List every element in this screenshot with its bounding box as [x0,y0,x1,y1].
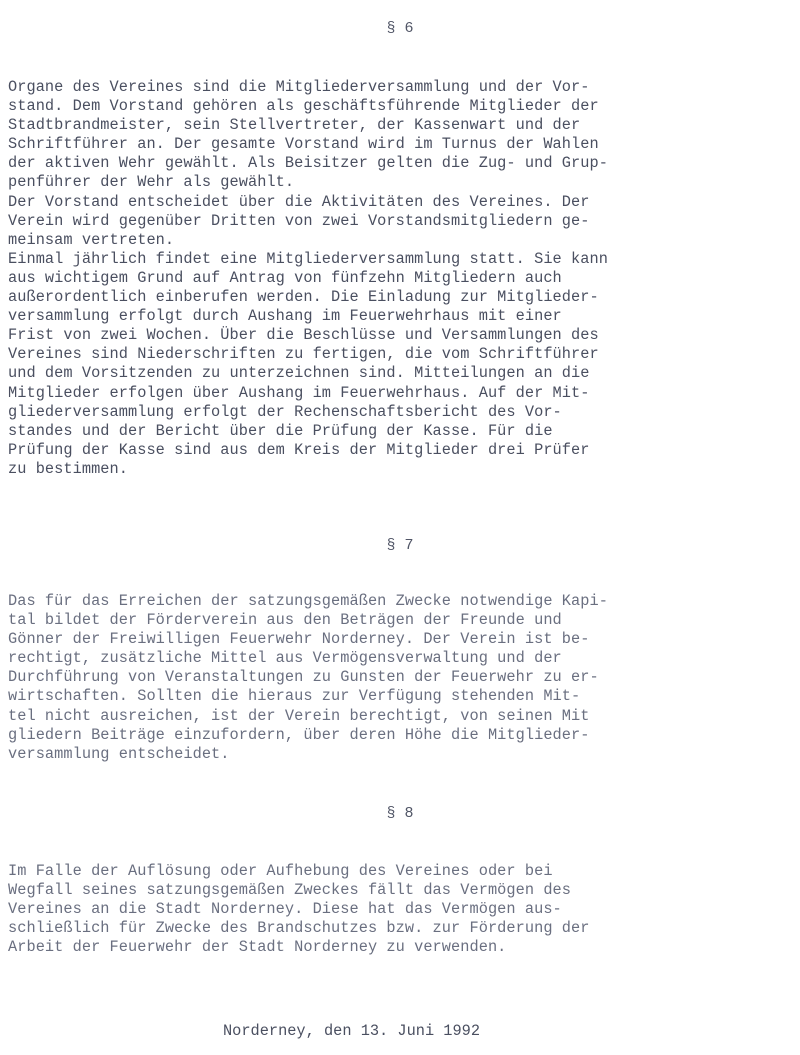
text-line: Durchführung von Veranstaltungen zu Gunsten der Feuerwehr zu er- [8,668,599,687]
text-line: Vereines sind Niederschriften zu fertigen, die vom Schriftführer [8,345,599,364]
text-line: schließlich für Zwecke des Brandschutzes bzw. zur Förderung der [8,919,590,938]
text-line: Wegfall seines satzungsgemäßen Zweckes fällt das Vermögen des [8,881,572,900]
text-line: und dem Vorsitzenden zu unterzeichnen sind. Mitteilungen an die [8,364,590,383]
text-line: tal bildet der Förderverein aus den Beträgen der Freunde und [8,611,562,630]
text-line: rechtigt, zusätzliche Mittel aus Vermögensverwaltung und der [8,649,562,668]
text-line: wirtschaften. Sollten die hieraus zur Verfügung stehenden Mit- [8,687,581,706]
text-line: Schriftführer an. Der gesamte Vorstand wird im Turnus der Wahlen [8,135,599,154]
text-line: aus wichtigem Grund auf Antrag von fünfzehn Mitgliedern auch [8,268,562,287]
text-line: außerordentlich einberufen werden. Die Einladung zur Mitglieder- [8,288,599,307]
section-8-heading: § 8 [386,805,414,822]
text-line: Organe des Vereines sind die Mitgliederversammlung und der Vor- [8,78,590,96]
section-6-body [8,78,798,479]
text-line: Einmal jährlich findet eine Mitgliederversammlung statt. Sie kann [8,249,608,268]
text-line: versammlung erfolgt durch Aushang im Feuerwehrhaus mit einer [8,307,562,326]
text-line: Der Vorstand entscheidet über die Aktivitäten des Vereines. Der [8,192,590,211]
text-line: stand. Dem Vorstand gehören als geschäftsführende Mitglieder der [8,97,599,116]
text-line: zu bestimmen. [8,459,128,478]
text-line: der aktiven Wehr gewählt. Als Beisitzer gelten die Zug- und Grup- [8,154,608,173]
text-line: standes und der Bericht über die Prüfung der Kasse. Für die [8,421,553,440]
text-line: Arbeit der Feuerwehr der Stadt Norderney zu verwenden. [8,938,507,957]
text-line: gliedern Beiträge einzufordern, über deren Höhe die Mitglieder- [8,725,590,744]
text-line: Verein wird gegenüber Dritten von zwei Vorstandsmitgliedern ge- [8,211,590,230]
text-line: meinsam vertreten. [8,230,175,249]
section-8-body [8,862,798,957]
section-7-heading: § 7 [386,537,414,554]
place-date: Norderney, den 13. Juni 1992 [223,1022,481,1040]
text-line: Prüfung der Kasse sind aus dem Kreis der Mitglieder drei Prüfer [8,440,590,459]
section-7-body [8,592,798,764]
text-line: Im Falle der Auflösung oder Aufhebung des Vereines oder bei [8,862,553,880]
text-line: Frist von zwei Wochen. Über die Beschlüsse und Versammlungen des [8,326,599,345]
text-line: gliederversammlung erfolgt der Rechenschaftsbericht des Vor- [8,402,562,421]
text-line: Mitglieder erfolgen über Aushang im Feuerwehrhaus. Auf der Mit- [8,383,590,402]
text-line: penführer der Wehr als gewählt. [8,173,295,192]
text-line: Vereines an die Stadt Norderney. Diese hat das Vermögen aus- [8,900,562,919]
text-line: Das für das Erreichen der satzungsgemäßen Zwecke notwendige Kapi- [8,592,608,610]
text-line: tel nicht ausreichen, ist der Verein berechtigt, von seinen Mit [8,706,590,725]
text-line: versammlung entscheidet. [8,744,230,763]
text-line: Stadtbrandmeister, sein Stellvertreter, der Kassenwart und der [8,116,581,135]
text-line: Gönner der Freiwilligen Feuerwehr Norderney. Der Verein ist be- [8,630,590,649]
section-6-heading: § 6 [386,20,414,37]
